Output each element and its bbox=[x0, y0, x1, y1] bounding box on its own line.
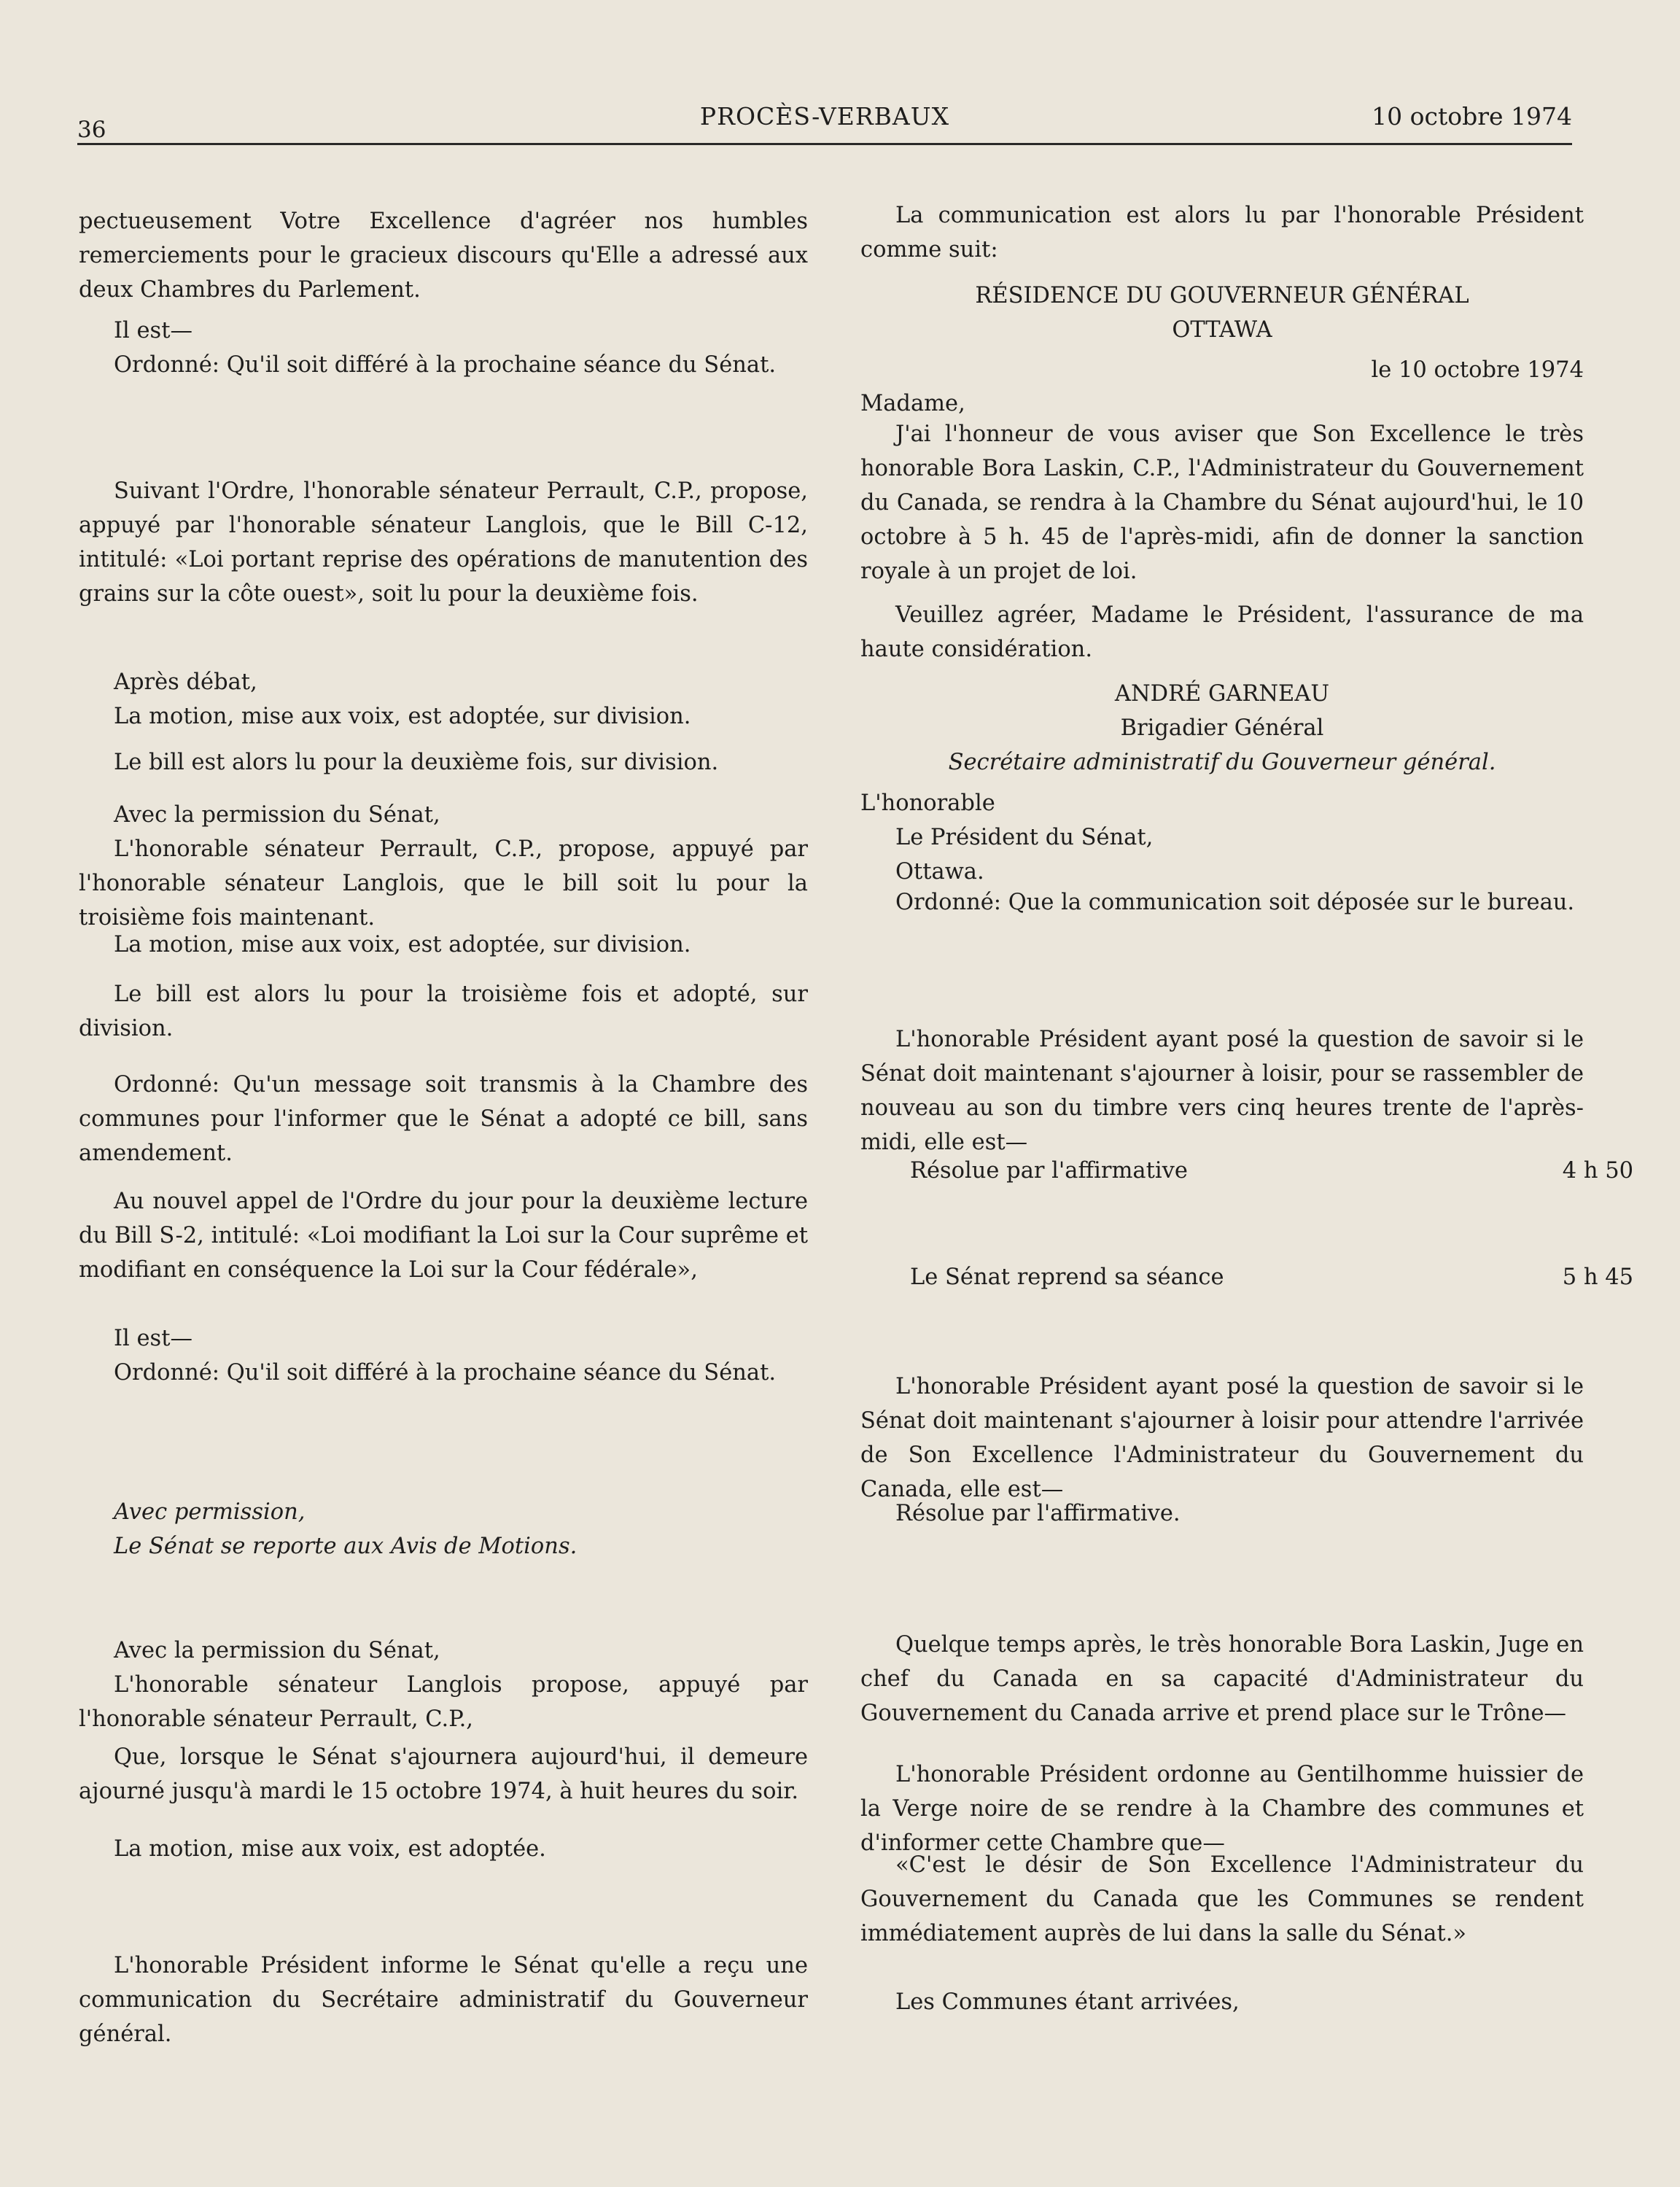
paragraph: Quelque temps après, le très honorable Bora Laskin, Juge en chef du Canada en sa capacité d'Administrateur du Gouvernement du Canada arrive et prend place sur le Trône— bbox=[860, 1632, 1584, 1726]
resolution-row bbox=[860, 1154, 1633, 1188]
paragraph: Suivant l'Ordre, l'honorable sénateur Perrault, C.P., propose, appuyé par l'honorable sénateur Langlois, que le Bill C-12, intitulé: «Loi portant reprise des opérations de manutention des grains sur la côte ouest», soit lu pour la deuxième fois. bbox=[79, 478, 808, 607]
addressee-block bbox=[860, 786, 1584, 889]
paragraph: Le bill est alors lu pour la troisième fois et adopté, sur division. bbox=[79, 982, 808, 1041]
running-date: 10 octobre 1974 bbox=[1372, 102, 1572, 131]
paragraph-line: L'honorable sénateur Perrault, C.P., propose, appuyé par l'honorable sénateur Langlois, que le bill soit lu pour la troisième fois maintenant. bbox=[79, 836, 808, 931]
salutation: Madame, bbox=[860, 391, 965, 416]
paragraph: L'honorable Président ayant posé la question de savoir si le Sénat doit maintenant s'ajourner à loisir, pour se rassembler de nouveau au son du timbre vers cinq heures trente de l'après-midi, elle est— bbox=[860, 1027, 1584, 1155]
paragraph: Ordonné: Que la communication soit déposée sur le bureau. bbox=[895, 890, 1575, 915]
paragraph: La motion, mise aux voix, est adoptée. bbox=[114, 1836, 546, 1862]
paragraph-line: Il est— bbox=[114, 1326, 192, 1351]
paragraph bbox=[79, 1634, 808, 1736]
paragraph: Le bill est alors lu pour la deuxième fois, sur division. bbox=[114, 750, 719, 775]
paragraph bbox=[79, 1495, 808, 1563]
paragraph-line: Il est— bbox=[114, 318, 192, 343]
page-number: 36 bbox=[77, 117, 106, 143]
letter-heading-line: RÉSIDENCE DU GOUVERNEUR GÉNÉRAL bbox=[975, 283, 1469, 308]
resumption-row bbox=[860, 1260, 1633, 1294]
letter-heading-line: OTTAWA bbox=[1172, 317, 1272, 343]
paragraph: Les Communes étant arrivées, bbox=[895, 1989, 1240, 2015]
resumption-text: Le Sénat reprend sa séance bbox=[910, 1265, 1224, 1290]
addressee-line: Ottawa. bbox=[895, 859, 984, 885]
running-header bbox=[77, 99, 1572, 145]
running-title: PROCÈS-VERBAUX bbox=[699, 102, 950, 131]
paragraph bbox=[79, 1321, 808, 1390]
paragraph-line: Avec la permission du Sénat, bbox=[114, 802, 440, 828]
paragraph-line: La motion, mise aux voix, est adoptée, sur division. bbox=[114, 704, 691, 729]
resolution-time: 4 h 50 bbox=[1562, 1158, 1633, 1184]
paragraph: L'honorable Président informe le Sénat qu'elle a reçu une communication du Secrétaire administratif du Gouverneur général. bbox=[79, 1953, 808, 2047]
quotation: «C'est le désir de Son Excellence l'Administrateur du Gouvernement du Canada que les Communes se rendent immédiatement auprès de lui dans la salle du Sénat.» bbox=[860, 1852, 1584, 1946]
paragraph: pectueusement Votre Excellence d'agréer nos humbles remerciements pour le gracieux discours qu'Elle a adressé aux deux Chambres du Parlement. bbox=[79, 209, 808, 303]
signer-rank: Brigadier Général bbox=[1120, 715, 1324, 741]
paragraph: Ordonné: Qu'un message soit transmis à la Chambre des communes pour l'informer que le Sénat a adopté ce bill, sans amendement. bbox=[79, 1072, 808, 1166]
paragraph bbox=[79, 314, 808, 382]
paragraph: Au nouvel appel de l'Ordre du jour pour la deuxième lecture du Bill S-2, intitulé: «Loi modifiant la Loi sur la Cour suprême et modifiant en conséquence la Loi sur la Cour fédérale», bbox=[79, 1189, 808, 1283]
signer-title: Secrétaire administratif du Gouverneur général. bbox=[948, 750, 1496, 775]
paragraph bbox=[79, 665, 808, 734]
paragraph: Que, lorsque le Sénat s'ajournera aujourd'hui, il demeure ajourné jusqu'à mardi le 15 octobre 1974, à huit heures du soir. bbox=[79, 1744, 808, 1804]
paragraph bbox=[79, 798, 808, 935]
paragraph: L'honorable Président ayant posé la question de savoir si le Sénat doit maintenant s'ajourner à loisir pour attendre l'arrivée de Son Excellence l'Administrateur du Gouvernement du Canada, elle est— bbox=[860, 1374, 1584, 1502]
paragraph: La communication est alors lu par l'honorable Président comme suit: bbox=[860, 203, 1584, 263]
paragraph-line: Avec permission, bbox=[114, 1499, 306, 1525]
letter-body: Veuillez agréer, Madame le Président, l'assurance de ma haute considération. bbox=[860, 602, 1584, 662]
addressee-line: Le Président du Sénat, bbox=[895, 825, 1154, 850]
signer-name: ANDRÉ GARNEAU bbox=[1114, 681, 1330, 707]
letter-body: J'ai l'honneur de vous aviser que Son Excellence le très honorable Bora Laskin, C.P., l'Administrateur du Gouvernement du Canada, se rendra à la Chambre du Sénat aujourd'hui, le 10 octobre à 5 h. 45 de l'après-midi, afin de donner la sanction royale à un projet de loi. bbox=[860, 422, 1584, 584]
paragraph: L'honorable Président ordonne au Gentilhomme huissier de la Verge noire de se rendre à la Chambre des communes et d'informer cette Chambre que— bbox=[860, 1762, 1584, 1856]
paragraph-line: Après débat, bbox=[114, 669, 257, 695]
paragraph-line: L'honorable sénateur Langlois propose, appuyé par l'honorable sénateur Perrault, C.P., bbox=[79, 1672, 808, 1732]
addressee-line: L'honorable bbox=[860, 790, 995, 816]
resumption-time: 5 h 45 bbox=[1562, 1265, 1633, 1290]
paragraph: La motion, mise aux voix, est adoptée, sur division. bbox=[114, 932, 691, 957]
paragraph-line: Ordonné: Qu'il soit différé à la prochaine séance du Sénat. bbox=[114, 352, 777, 378]
paragraph: Résolue par l'affirmative. bbox=[895, 1501, 1181, 1526]
paragraph-line: Avec la permission du Sénat, bbox=[114, 1638, 440, 1663]
paragraph-line: Ordonné: Qu'il soit différé à la prochaine séance du Sénat. bbox=[114, 1360, 777, 1386]
signature-block bbox=[860, 677, 1584, 780]
letter-date: le 10 octobre 1974 bbox=[1371, 357, 1584, 383]
resolution-text: Résolue par l'affirmative bbox=[910, 1158, 1188, 1184]
paragraph-line: Le Sénat se reporte aux Avis de Motions. bbox=[114, 1534, 578, 1559]
letter-heading bbox=[860, 279, 1584, 347]
